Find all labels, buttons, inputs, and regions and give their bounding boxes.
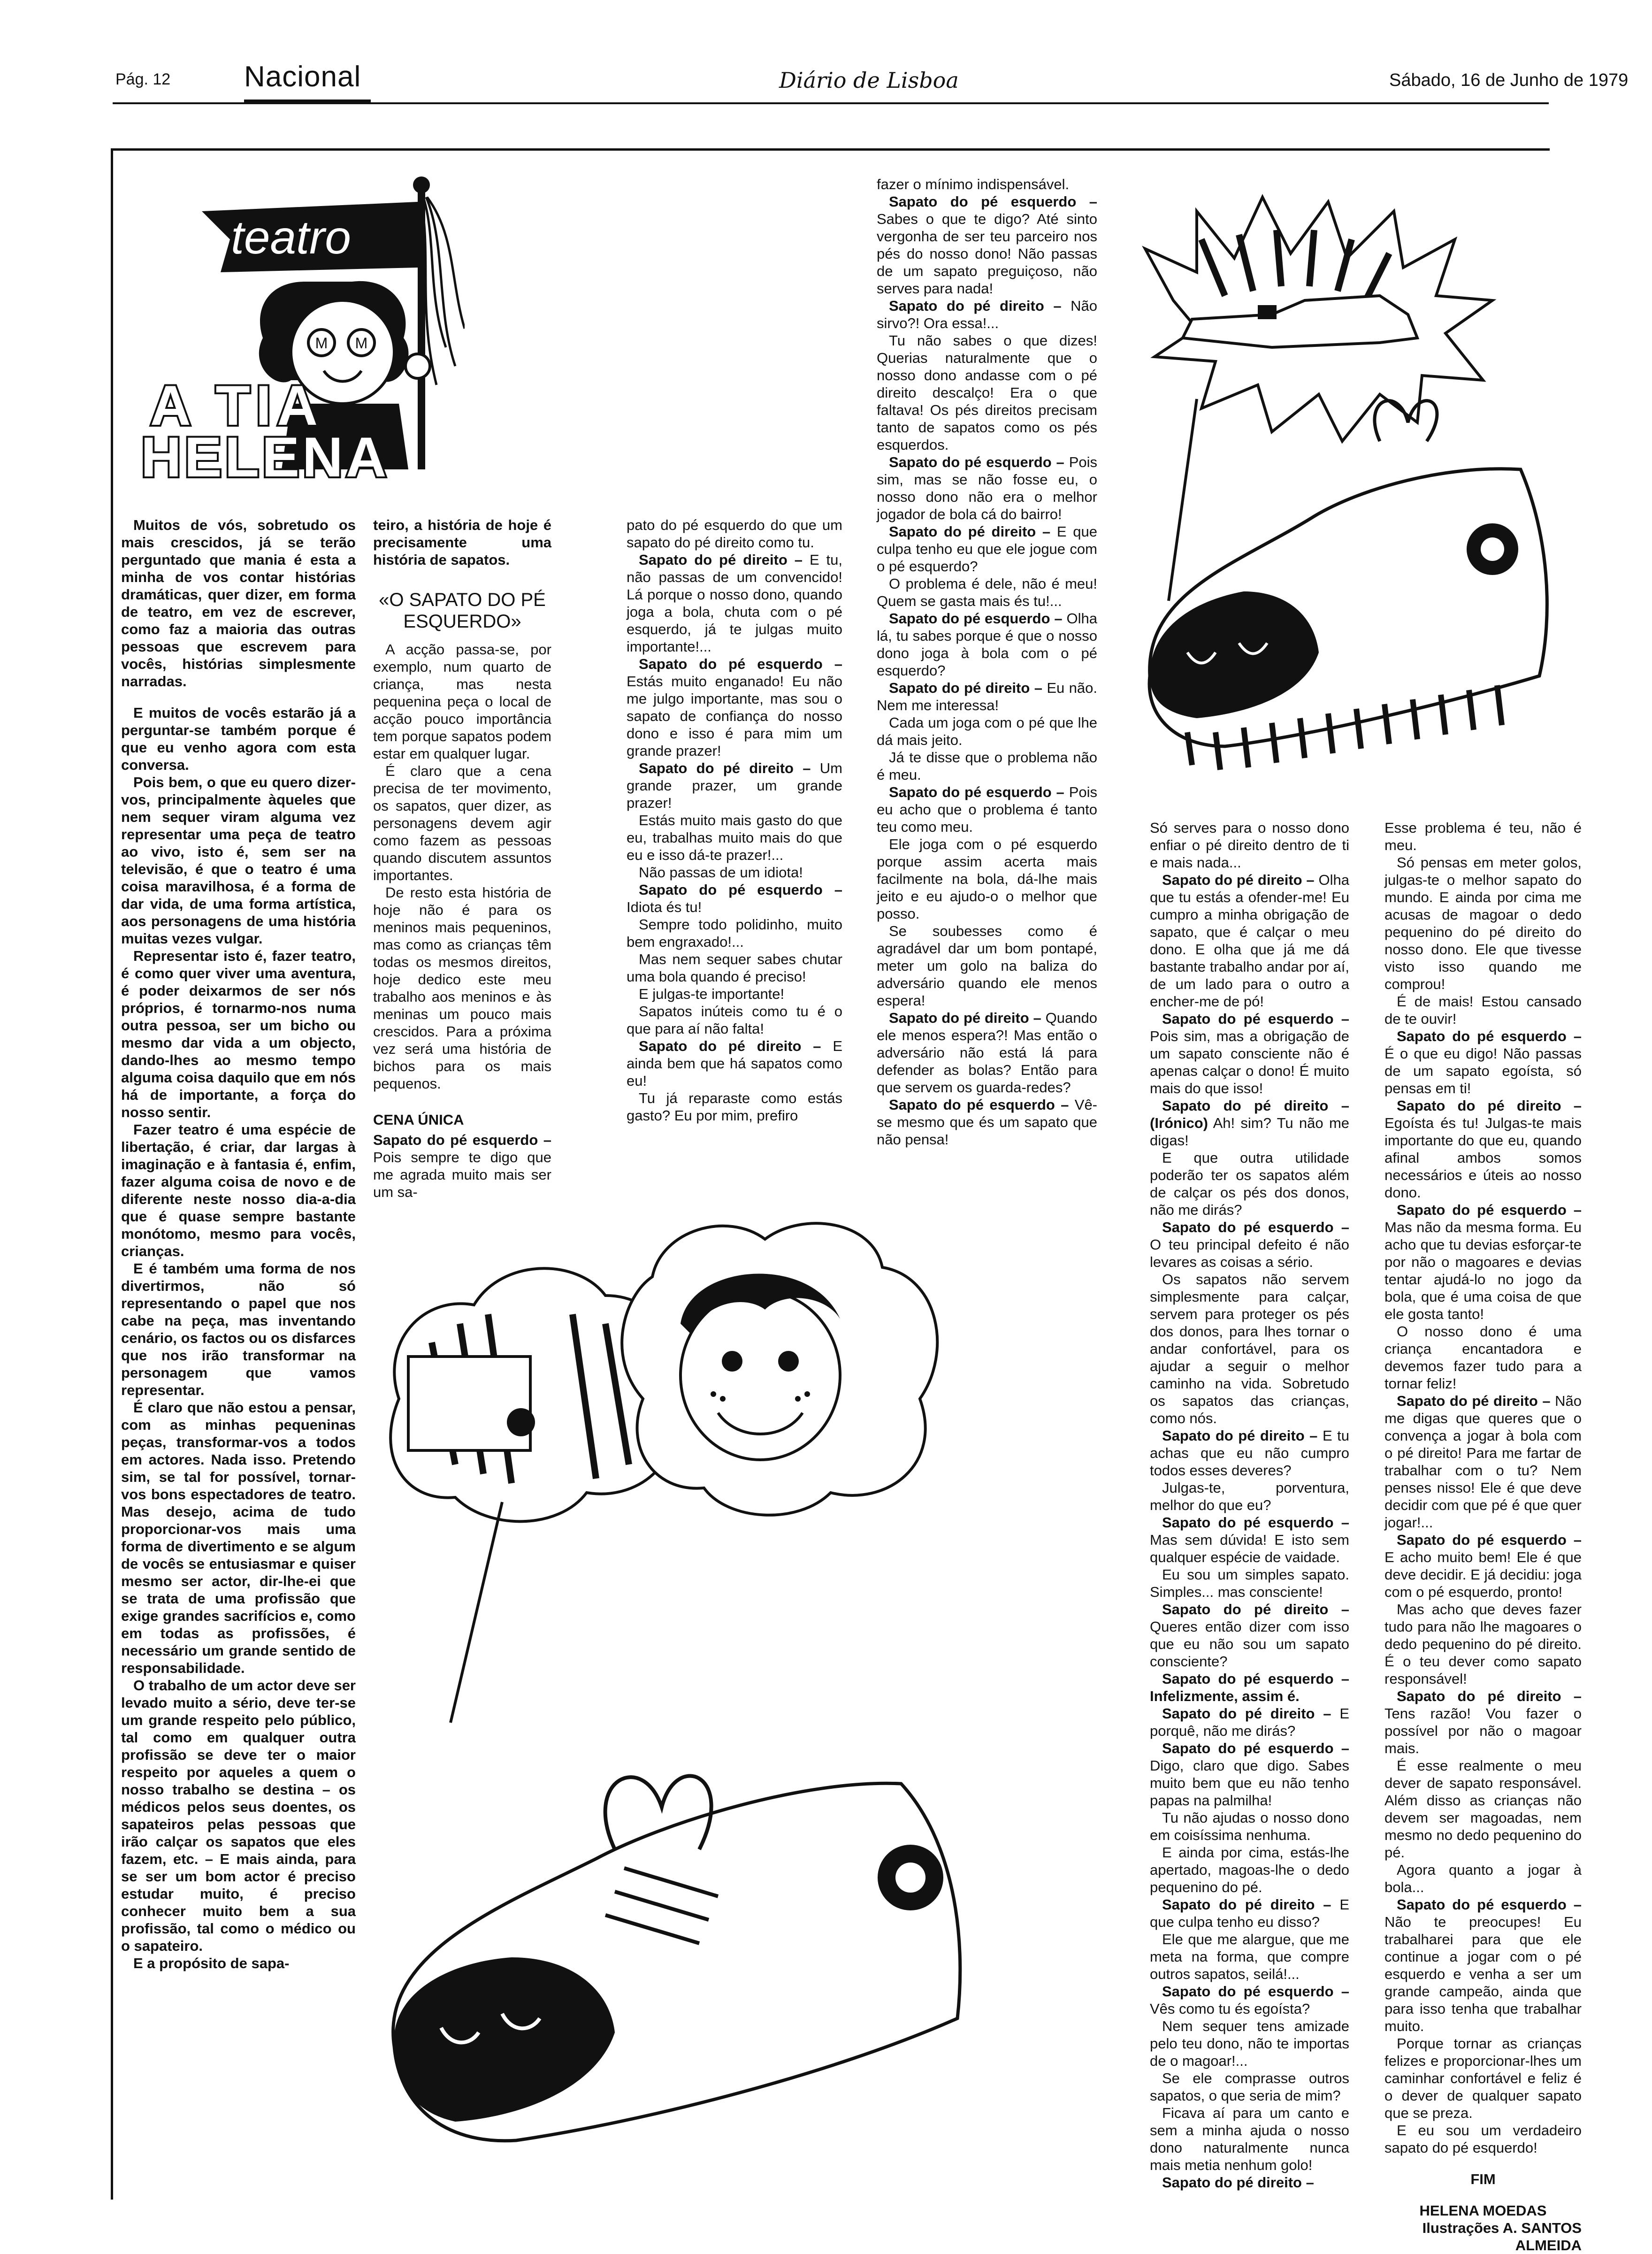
paragraph: Tu não sabes o que dizes! Querias naturalmente que o nosso dono andasse com o pé direito descalço! Era o que faltava! Os pés direitos precisam tanto de sapatos como os pés esquerdos.: [877, 332, 1097, 453]
paragraph: O nosso dono é uma criança encantadora e devemos fazer tudo para a tornar feliz!: [1384, 1323, 1582, 1392]
paragraph: E muitos de vocês estarão já a perguntar-se também porque é que eu venho agora com esta conversa.: [121, 705, 356, 773]
svg-text:M: M: [315, 335, 328, 352]
speaker: Sapato do pé direito –: [1397, 1097, 1582, 1114]
paragraph: Os sapatos não servem simplesmente para calçar, servem para proteger os pés dos donos, para lhes tornar o andar confortável, para os ajudar a seguir o melhor caminho na vida. Sobretudo os sapatos das crianças, como nós.: [1150, 1271, 1349, 1426]
paragraph: É claro que a cena precisa de ter movimento, os sapatos, quer dizer, as personagens devem agir como fazem as pessoas quando discutem assuntos importantes.: [373, 763, 551, 883]
line: Mas sem dúvida! E isto sem qualquer espécie de vaidade.: [1150, 1532, 1349, 1565]
line: Olha lá, tu sabes porque é que o nosso dono joga à bola com o pé esquerdo?: [877, 610, 1097, 679]
header-rule: [113, 102, 1549, 104]
paragraph: Nem sequer tens amizade pelo teu dono, não te importas de o magoar!...: [1150, 2018, 1349, 2069]
paragraph: Se soubesses como é agradável dar um bom pontapé, meter um golo na baliza do adversário quando ele menos espera!: [877, 923, 1097, 1009]
author-name: HELENA MOEDAS: [1419, 2202, 1547, 2219]
paragraph: Porque tornar as crianças felizes e proporcionar-lhes um caminhar confortável e feliz é o dever de qualquer sapato que se preza.: [1384, 2035, 1582, 2121]
paragraph: fazer o mínimo indispensável.: [877, 176, 1070, 192]
paragraph: Fazer teatro é uma espécie de libertação, é criar, dar largas à imaginação e à fantasia é, enfim, fazer alguma coisa de novo e de diferente neste nosso dia-a-dia que é quase sempre bastante monótomo, mesmo para vocês, crianças.: [121, 1121, 356, 1259]
column-4: [877, 176, 1097, 1148]
line: Pois eu acho que o problema é tanto teu como meu.: [877, 784, 1097, 835]
column-2: [373, 516, 551, 1201]
paragraph: É claro que não estou a pensar, com as minhas pequeninas peças, transformar-vos a todos em actores. Nada isso. Pretendo sim, se tal for possível, tornar-vos bons espectadores de teatro. Mas desejo, acima de tudo proporcionar-vos mais uma forma de divertimento e se algum de vocês se entusiasmar e quiser mesmo ser actor, dir-lhe-ei que se trata de uma profissão que exige grandes sacrifícios e, como em todas as profissões, é necessário um grande sentido de responsabilidade.: [121, 1399, 356, 1676]
line: Eu não. Nem me interessa!: [877, 680, 1097, 713]
speaker: Sapato do pé esquerdo –: [1162, 1983, 1349, 2000]
shoe-illustration-bottom: [361, 1202, 1150, 2187]
paragraph: Estás muito mais gasto do que eu, trabalhas muito mais do que eu e isso dá-te prazer!...: [627, 812, 842, 863]
line: Vê-se mesmo que és um sapato que não pensa!: [877, 1096, 1098, 1148]
line: O teu principal defeito é não levares as coisas a sério.: [1150, 1236, 1349, 1270]
speaker: Sapato do pé esquerdo –: [889, 610, 1063, 627]
speaker: Sapato do pé direito –: [639, 552, 803, 568]
paragraph: E que outra utilidade poderão ter os sapatos além de calçar os pés dos donos, não me dirás?: [1150, 1150, 1349, 1218]
issue-date: Sábado, 16 de Junho de 1979: [1389, 70, 1629, 90]
line: E ainda bem que há sapatos como eu!: [627, 1038, 842, 1089]
line: E tu, não passas de um convencido! Lá porque o nosso dono, quando joga a bola, chuta com o pé esquerdo, já te julgas muito importante!...: [627, 552, 842, 655]
line: Pois sempre te digo que me agrada muito mais ser um sa-: [373, 1149, 551, 1200]
shoe-illustration-right: [1117, 178, 1558, 798]
line: Não sirvo?! Ora essa!...: [877, 298, 1097, 331]
column-5: [1150, 819, 1349, 2191]
paragraph: Não passas de um idiota!: [639, 864, 803, 881]
paragraph: Agora quanto a jogar à bola...: [1384, 1862, 1582, 1895]
speaker: Sapato do pé direito –: [1162, 2174, 1314, 2191]
speaker: Sapato do pé direito –: [1162, 872, 1315, 888]
speaker: Sapato do pé esquerdo –: [889, 193, 1097, 210]
speaker: Sapato do pé direito –: [639, 1038, 821, 1054]
newspaper-masthead: Diário de Lisboa: [779, 68, 959, 93]
line: Tens razão! Vou fazer o possível por não o magoar mais.: [1384, 1705, 1582, 1756]
paragraph: Só serves para o nosso dono enfiar o pé direito dentro de ti e mais nada...: [1150, 820, 1349, 871]
boy-face-thought-bubble: [622, 1223, 937, 1515]
speaker: Sapato do pé esquerdo –: [639, 656, 842, 672]
paragraph: O problema é dele, não é meu! Quem se gasta mais és tu!...: [877, 575, 1097, 609]
paragraph: Só pensas em meter golos, julgas-te o melhor sapato do mundo. E ainda por cima me acusas de magoar o dedo pequenino do pé direito do nosso dono. Ele que tivesse visto isso quando me comprou!: [1384, 854, 1582, 992]
speaker: Sapato do pé direito –: [1397, 1688, 1582, 1704]
paragraph: O trabalho de um actor deve ser levado muito a sério, deve ter-se um grande respeito pelo público, tal como em qualquer outra profissão se deve ter o maior respeito por aqueles a quem o nosso trabalho se destina – os médicos pelos seus doentes, os sapateiros pelas pessoas que irão calçar os sapatos que eles fazem, etc. – E mais ainda, para se ser um bom actor é preciso estudar muito, é preciso conhecer muito bem a sua profissão, tal como o médico ou o sapateiro.: [121, 1677, 356, 1954]
paragraph: pato do pé esquerdo do que um sapato do pé direito como tu.: [627, 517, 842, 551]
paragraph: É de mais! Estou cansado de te ouvir!: [1384, 993, 1582, 1027]
section-title: Nacional: [244, 61, 361, 93]
paragraph: Cada um joga com o pé que lhe dá mais jeito.: [877, 714, 1097, 748]
line: E que culpa tenho eu disso?: [1150, 1896, 1349, 1930]
paragraph: Ficava aí para um canto e sem a minha ajuda o nosso dono naturalmente nunca mais metia nenhum golo!: [1150, 2105, 1349, 2173]
paragraph: A acção passa-se, por exemplo, num quarto de criança, mas nesta pequenina peça o local de acção pouco importância tem porque sapatos podem estar em qualquer lugar.: [373, 641, 551, 762]
line: Não me digas que queres que o convença a jogar à bola com o pé direito! Para me fartar de trabalhar com o tu? Nem penses nisso! Ele é que deve decidir com que pé é que quer jogar!...: [1384, 1393, 1582, 1531]
speaker: Sapato do pé esquerdo –: [1397, 1028, 1582, 1044]
paragraph: Se ele comprasse outros sapatos, o que seria de mim?: [1150, 2070, 1349, 2104]
paragraph: Tu não ajudas o nosso dono em coisíssima nenhuma.: [1150, 1809, 1349, 1843]
line: E tu achas que eu não cumpro todos esses deveres?: [1150, 1427, 1349, 1479]
logo-line-1: A TIA: [150, 374, 323, 437]
paragraph: E a propósito de sapa-: [133, 1955, 290, 1971]
speaker: Sapato do pé direito –: [1162, 1896, 1331, 1913]
line: Digo, claro que digo. Sabes muito bem que eu não tenho papas na palmilha!: [1150, 1757, 1349, 1809]
speaker: Sapato do pé esquerdo –: [1397, 1896, 1582, 1913]
line: Sabes o que te digo? Até sinto vergonha de ser teu parceiro nos pés do nosso dono! Não passas de um sapato preguiçoso, não serves para nada!: [877, 211, 1097, 297]
column-1: [121, 516, 356, 1972]
scene-heading: CENA ÚNICA: [373, 1112, 464, 1128]
speaker: Sapato do pé direito –: [889, 523, 1051, 540]
speaker: Sapato do pé direito –: [1162, 1601, 1349, 1618]
speaker: Sapato do pé esquerdo –: [1162, 1011, 1349, 1027]
shoe-box-view: [408, 1357, 530, 1450]
paragraph: Sapatos inúteis como tu é o que para aí não falta!: [627, 1003, 842, 1037]
speaker: Sapato do pé direito –: [1397, 1393, 1551, 1409]
paragraph: Esse problema é teu, não é meu.: [1384, 820, 1582, 853]
speaker: Sapato do pé esquerdo –: [889, 1096, 1069, 1113]
line: Pois sim, mas a obrigação de um sapato consciente não é apenas calçar o dono! É muito mais do que isso!: [1150, 1028, 1349, 1096]
speaker: Sapato do pé esquerdo –: [1162, 1671, 1349, 1687]
line: Quando ele menos espera?! Mas então o adversário não está lá para defender as bolas? Então para que servem os guarda-redes?: [877, 1010, 1097, 1096]
speaker: Sapato do pé direito –: [639, 760, 811, 776]
paragraph: E eu sou um verdadeiro sapato do pé esquerdo!: [1384, 2122, 1582, 2156]
column-3: [627, 516, 842, 1124]
speaker: Sapato do pé esquerdo –: [639, 882, 842, 898]
speaker: Sapato do pé direito –: [889, 680, 1042, 696]
speaker: Sapato do pé direito –: [1162, 1705, 1331, 1722]
speaker: Sapato do pé esquerdo –: [1162, 1219, 1349, 1235]
line: E que culpa tenho eu que ele jogue com o pé esquerdo?: [877, 523, 1097, 575]
speaker: Sapato do pé direito – (Irónico): [1150, 1097, 1349, 1131]
paragraph: É esse realmente o meu dever de sapato responsável. Além disso as crianças não devem ser magoadas, nem mesmo no dedo pequenino do pé.: [1384, 1757, 1582, 1861]
speaker: Sapato do pé direito –: [889, 1010, 1041, 1026]
speaker: Sapato do pé esquerdo –: [1162, 1514, 1349, 1531]
paragraph: De resto esta história de hoje não é para os meninos mais pequeninos, mas como as crianças têm todas os mesmos direitos, hoje dedico este meu trabalho aos meninos e às meninas um pouco mais crescidos. Para a próxima vez será uma história de bichos para os mais pequenos.: [373, 884, 551, 1092]
speaker: Sapato do pé esquerdo –: [889, 454, 1064, 470]
story-title: «O SAPATO DO PÉ ESQUERDO»: [379, 590, 546, 632]
paragraph: Já te disse que o problema não é meu.: [877, 749, 1097, 783]
illustration-credit: Ilustrações A. SANTOS ALMEIDA: [1422, 2220, 1582, 2254]
line: Infelizmente, assim é.: [1150, 1688, 1300, 1704]
svg-text:M: M: [355, 335, 368, 352]
column-6: [1384, 819, 1582, 2254]
line: Vês como tu és egoísta?: [1150, 2001, 1310, 2017]
line: Mas não da mesma forma. Eu acho que tu devias esforçar-te por não o magoares e devias tentar ajudá-lo no jogo da bola, que é uma coisa de que ele gosta tanto!: [1384, 1219, 1582, 1322]
line: Idiota és tu!: [627, 899, 702, 915]
speaker: Sapato do pé esquerdo –: [373, 1132, 551, 1148]
end-mark: FIM: [1470, 2171, 1496, 2187]
speaker: Sapato do pé direito –: [1162, 1427, 1318, 1444]
line: Queres então dizer com isso que eu não sou um sapato consciente?: [1150, 1618, 1349, 1670]
aunt-helena-logo: [136, 169, 465, 498]
paragraph: Tu já reparaste como estás gasto? Eu por mim, prefiro: [627, 1090, 842, 1124]
speaker: Sapato do pé esquerdo –: [1397, 1532, 1582, 1548]
line: Não te preocupes! Eu trabalharei para que ele continue a jogar com o pé esquerdo e venha a ser um grande campeão, ainda que para isso tenha que trabalhar muito.: [1384, 1914, 1582, 2034]
line: E acho muito bem! Ele é que deve decidir. E já decidiu: joga com o pé esquerdo, pronto!: [1384, 1549, 1582, 1600]
line: Um grande prazer, um grande prazer!: [627, 760, 842, 811]
speaker: Sapato do pé esquerdo –: [1397, 1202, 1582, 1218]
line: Ah! sim? Tu não me digas!: [1150, 1115, 1350, 1149]
line: E porquê, não me dirás?: [1150, 1705, 1349, 1739]
line: Pois sim, mas se não fosse eu, o nosso dono não era o melhor jogador de bola cá do bairro!: [877, 454, 1097, 522]
paragraph: Mas nem sequer sabes chutar uma bola quando é preciso!: [627, 951, 842, 985]
speaker: Sapato do pé esquerdo –: [1162, 1740, 1349, 1756]
logo-line-2: HELENA: [141, 426, 390, 489]
paragraph: E é também uma forma de nos divertirmos, não só representando o papel que nos cabe na peça, mas inventando cenário, os factos ou os disfarces que nos irão transformar na personagem que vamos representar.: [121, 1260, 356, 1398]
paragraph: Julgas-te, porventura, melhor do que eu?: [1150, 1480, 1349, 1513]
paragraph: Representar isto é, fazer teatro, é como quer viver uma aventura, é poder deixarmos de ser nós próprios, é tornarmo-nos numa outra pessoa, ser um bicho ou mesmo dar vida a um objecto, dando-lhes ao mesmo tempo alguma coisa daquilo que em nós há de importante, a força do nosso sentir.: [121, 948, 356, 1120]
speaker: Sapato do pé direito –: [889, 298, 1062, 314]
paragraph: E julgas-te importante!: [639, 986, 785, 1002]
page-number: Pág. 12: [115, 70, 171, 88]
paragraph: E ainda por cima, estás-lhe apertado, magoas-lhe o dedo pequenino do pé.: [1150, 1844, 1349, 1895]
logo-kicker: teatro: [231, 211, 351, 264]
line: Olha que tu estás a ofender-me! Eu cumpro a minha obrigação de sapato, que é calçar o meu dono. E olha que já me dá bastante trabalho andar por aí, de um lado para o outro a encher-me de pó!: [1150, 872, 1349, 1010]
speaker: Sapato do pé esquerdo –: [889, 784, 1064, 800]
paragraph: Ele que me alargue, que me meta na forma, que compre outros sapatos, seilá!...: [1150, 1931, 1349, 1982]
line: Estás muito enganado! Eu não me julgo importante, mas sou o sapato de confiança do nosso dono e isso é para mim um grande prazer!: [627, 673, 842, 759]
line: É o que eu digo! Não passas de um sapato egoísta, só pensas em ti!: [1384, 1045, 1582, 1096]
paragraph: Pois bem, o que eu quero dizer-vos, principalmente àqueles que nem sequer viram alguma vez representar uma peça de teatro ao vivo, isto é, sem ser na televisão, é que o teatro é uma coisa maravilhosa, é a forma de dar vida, de uma forma artística, aos personagens de uma história muitas vezes vulgar.: [121, 774, 356, 947]
paragraph: Eu sou um simples sapato. Simples... mas consciente!: [1150, 1566, 1349, 1600]
line: Egoísta és tu! Julgas-te mais importante do que eu, quando afinal ambos somos necessários e úteis ao nosso dono.: [1384, 1115, 1582, 1201]
paragraph: Sempre todo polidinho, muito bem engraxado!...: [627, 916, 842, 950]
paragraph: Mas acho que deves fazer tudo para não lhe magoares o dedo pequenino do pé direito. É o teu dever como sapato responsável!: [1384, 1601, 1582, 1687]
paragraph: teiro, a história de hoje é precisamente uma história de sapatos.: [373, 517, 551, 568]
paragraph: Ele joga com o pé esquerdo porque assim acerta mais facilmente na bola, dá-lhe mais jeito e eu ajudo-o o melhor que posso.: [877, 836, 1097, 922]
hand: [405, 354, 430, 378]
paragraph: Muitos de vós, sobretudo os mais crescidos, já se terão perguntado que mania é esta a minha de vos contar histórias dramáticas, quer dizer, em forma de teatro, em vez de escrever, como faz a maioria das outras pessoas que escrevem para vocês, histórias simplesmente narradas.: [121, 517, 356, 690]
